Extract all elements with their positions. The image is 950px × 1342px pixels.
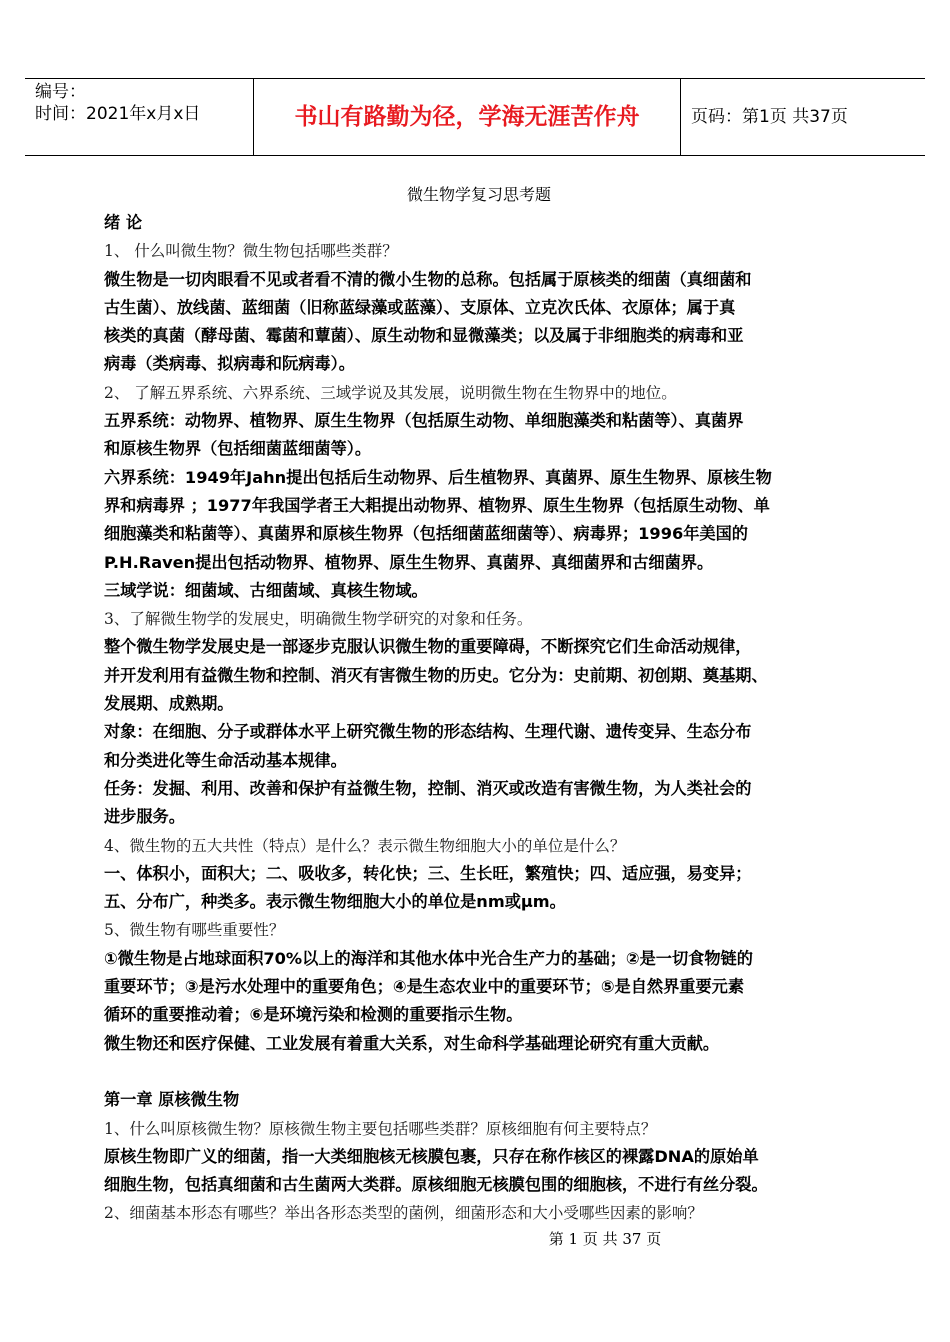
answer-line: 三域学说：细菌域、古细菌域、真核生物域。 xyxy=(104,580,428,600)
answer-line: 进步服务。 xyxy=(104,807,185,827)
answer-line: 六界系统：1949年Jahn提出包括后生动物界、后生植物界、真菌界、原生生物界、原核生物 xyxy=(104,467,772,487)
page-info: 页码：第1页 共37页 xyxy=(691,107,848,127)
question-line: 3、了解微生物学的发展史，明确微生物学研究的对象和任务。 xyxy=(104,610,533,629)
answer-line: 界和病毒界 ；1977年我国学者王大耜提出动物界、植物界、原生生物界（包括原生动物、单 xyxy=(104,495,770,515)
answer-line: 核类的真菌（酵母菌、霉菌和蕈菌）、原生动物和显微藻类；以及属于非细胞类的病毒和亚 xyxy=(104,326,744,346)
answer-line: 和分类进化等生命活动基本规律。 xyxy=(104,750,347,770)
answer-line: 并开发利用有益微生物和控制、消灭有害微生物的历史。它分为：史前期、初创期、奠基期、 xyxy=(104,665,768,685)
question-line: 2、细菌基本形态有哪些？举出各形态类型的菌例，细菌形态和大小受哪些因素的影响？ xyxy=(104,1204,703,1223)
answer-line: 古生菌）、放线菌、蓝细菌（旧称蓝绿藻或蓝藻）、支原体、立克次氏体、衣原体；属于真 xyxy=(104,297,736,317)
question-line: 1、 什么叫微生物？微生物包括哪些类群？ xyxy=(104,242,398,261)
answer-line: 对象：在细胞、分子或群体水平上研究微生物的形态结构、生理代谢、遗传变异、生态分布 xyxy=(104,722,752,742)
question-line: 4、微生物的五大共性（特点）是什么？表示微生物细胞大小的单位是什么？ xyxy=(104,836,626,855)
page-header xyxy=(25,78,925,156)
header-info-cell xyxy=(25,79,254,155)
answer-line: 和原核生物界（包括细菌蓝细菌等）。 xyxy=(104,439,372,459)
answer-line: 重要环节；③是污水处理中的重要角色；④是生态农业中的重要环节；⑤是自然界重要元素 xyxy=(104,977,745,997)
header-motto-cell xyxy=(254,79,681,155)
answer-line: 循环的重要推动着；⑥是环境污染和检测的重要指示生物。 xyxy=(104,1005,523,1025)
question-line: 5、微生物有哪些重要性？ xyxy=(104,921,285,940)
answer-line: ①微生物是占地球面积70%以上的海洋和其他水体中光合生产力的基础；②是一切食物链的 xyxy=(104,948,753,968)
answer-line: 五界系统：动物界、植物界、原生生物界（包括原生动物、单细胞藻类和粘菌等）、真菌界 xyxy=(104,411,744,431)
document-title: 微生物学复习思考题 xyxy=(406,185,551,204)
motto: 书山有路勤为径，学海无涯苦作舟 xyxy=(294,104,640,130)
answer-line: 任务：发掘、利用、改善和保护有益微生物，控制、消灭或改造有害微生物，为人类社会的 xyxy=(104,778,752,798)
answer-line: 发展期、成熟期。 xyxy=(104,694,234,714)
question-line: 1、什么叫原核微生物？原核微生物主要包括哪些类群？原核细胞有何主要特点？ xyxy=(104,1119,657,1138)
answer-line: 微生物还和医疗保健、工业发展有着重大关系，对生命科学基础理论研究有重大贡献。 xyxy=(104,1033,720,1053)
answer-line: 微生物是一切肉眼看不见或者看不清的微小生物的总称。包括属于原核类的细菌（真细菌和 xyxy=(104,269,752,289)
footer-page-number: 第 1 页 共 37 页 xyxy=(548,1230,662,1248)
section-heading: 第一章 原核微生物 xyxy=(104,1090,240,1110)
answer-line: 一、体积小，面积大；二、吸收多，转化快；三、生长旺，繁殖快；四、适应强，易变异； xyxy=(104,863,752,883)
answer-line: 原核生物即广义的细菌，指一大类细胞核无核膜包裹，只存在称作核区的裸露DNA的原始单 xyxy=(104,1146,759,1166)
answer-line: 病毒（类病毒、拟病毒和阮病毒）。 xyxy=(104,354,355,374)
answer-line: 五、分布广，种类多。表示微生物细胞大小的单位是nm或μm。 xyxy=(104,892,566,912)
section-heading: 绪 论 xyxy=(104,213,143,232)
document-body xyxy=(104,181,856,1228)
answer-line: 整个微生物学发展史是一部逐步克服认识微生物的重要障碍，不断探究它们生命活动规律， xyxy=(104,637,752,657)
number-label: 编号： xyxy=(35,82,86,102)
question-line: 2、 了解五界系统、六界系统、三域学说及其发展，说明微生物在生物界中的地位。 xyxy=(104,383,677,402)
answer-line: 细胞藻类和粘菌等）、真菌界和原核生物界（包括细菌蓝细菌等）、病毒界；1996年美国的 xyxy=(104,524,748,544)
time-label: 时间：2021年x月x日 xyxy=(35,104,201,124)
answer-line: 细胞生物，包括真细菌和古生菌两大类群。原核细胞无核膜包围的细胞核，不进行有丝分裂。 xyxy=(104,1175,768,1195)
blank-line xyxy=(104,1058,856,1086)
document-lines xyxy=(104,209,856,1228)
page-footer xyxy=(0,1229,950,1249)
answer-line: P.H.Raven提出包括动物界、植物界、原生生物界、真菌界、真细菌界和古细菌界。 xyxy=(104,552,714,572)
header-page-cell xyxy=(681,79,925,155)
